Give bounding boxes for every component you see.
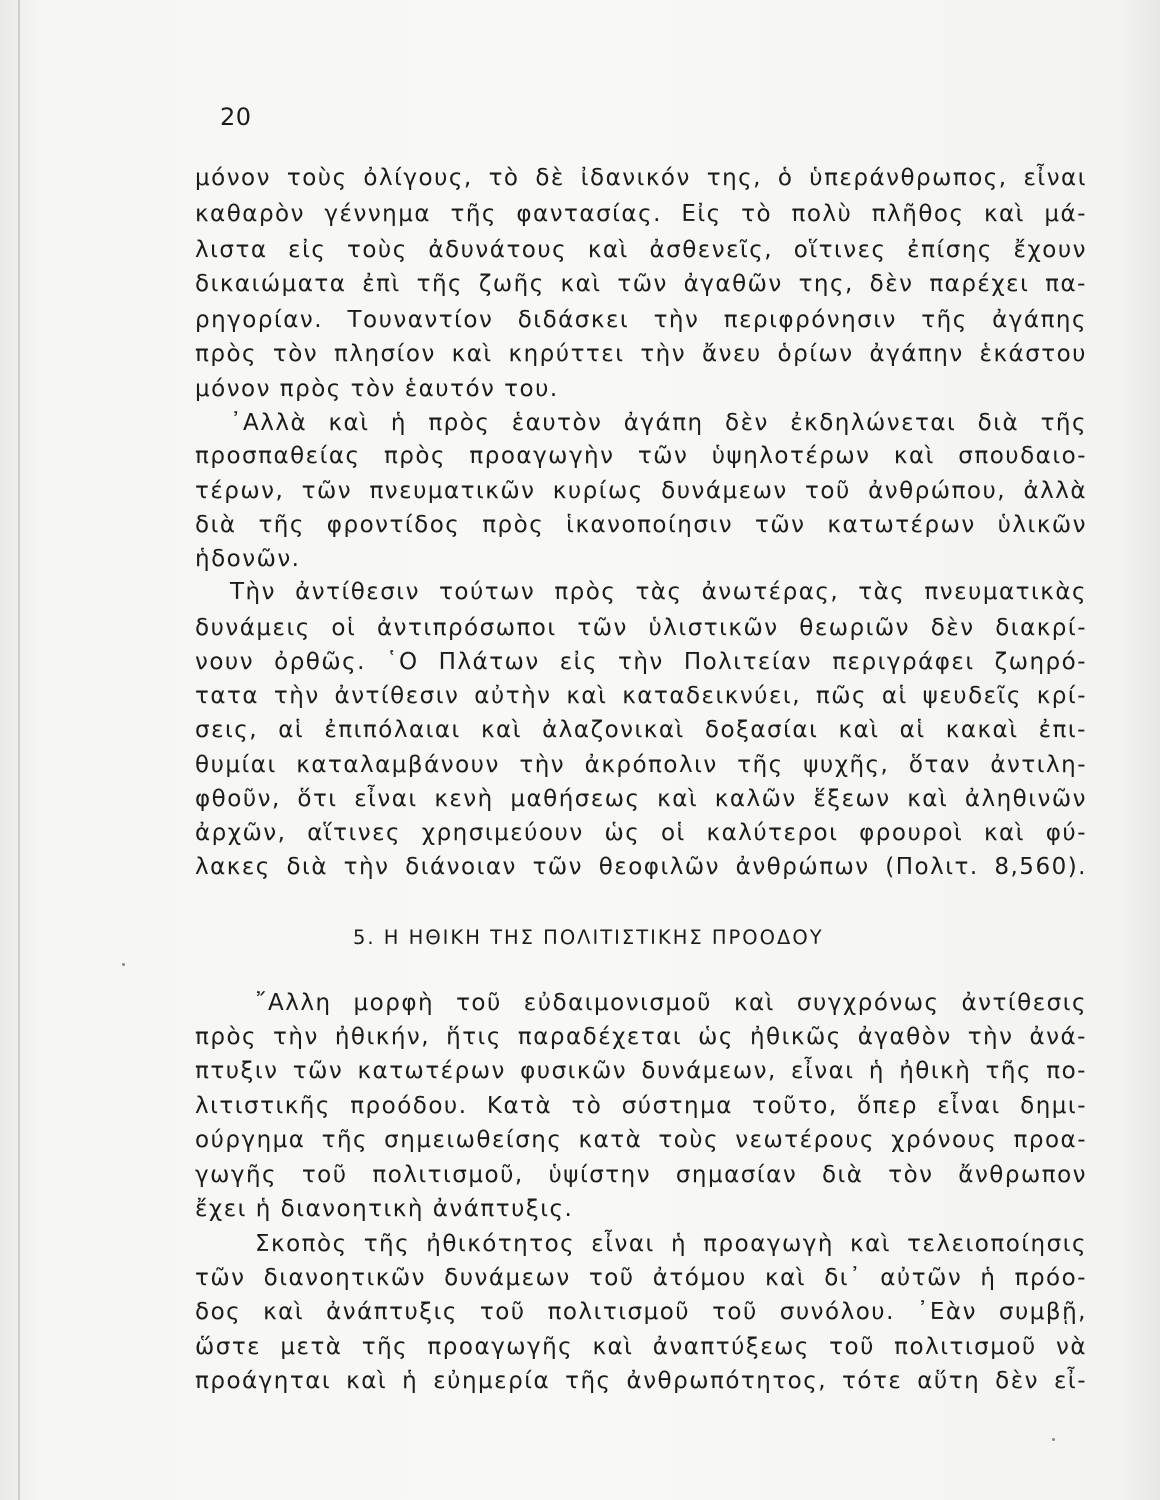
text-line: ρηγορίαν. Τουναντίον διδάσκει τὴν περιφρόνησιν τῆς ἀγάπης	[195, 307, 1087, 333]
scan-speck	[122, 963, 125, 966]
text-line: Σκοπὸς τῆς ἠθικότητος εἶναι ἡ προαγωγὴ καὶ τελειοποίησις	[255, 1231, 1087, 1257]
text-line: λιτιστικῆς προόδου. Κατὰ τὸ σύστημα τοῦτο, ὅπερ εἶναι δημι-	[195, 1093, 1087, 1119]
text-line: καθαρὸν γέννημα τῆς φαντασίας. Εἰς τὸ πολὺ πλῆθος καὶ μά-	[195, 201, 1087, 227]
text-line: τῶν διανοητικῶν δυνάμεων τοῦ ἀτόμου καὶ δι᾿ αὐτῶν ἡ πρόο-	[195, 1265, 1087, 1291]
text-line: τέρων, τῶν πνευματικῶν κυρίως δυνάμεων τοῦ ἀνθρώπου, ἀλλὰ	[195, 478, 1087, 504]
text-line: διὰ τῆς φροντίδος πρὸς ἱκανοποίησιν τῶν κατωτέρων ὑλικῶν	[195, 512, 1087, 538]
text-line: δικαιώματα ἐπὶ τῆς ζωῆς καὶ τῶν ἀγαθῶν της, δὲν παρέχει πα-	[195, 271, 1087, 297]
text-line: λιστα εἰς τοὺς ἀδυνάτους καὶ ἀσθενεῖς, οἵτινες ἐπίσης ἔχουν	[195, 237, 1087, 263]
text-line: σεις, αἱ ἐπιπόλαιαι καὶ ἀλαζονικαὶ δοξασίαι καὶ αἱ κακαὶ ἐπι-	[195, 717, 1087, 743]
page-edge-shadow	[18, 0, 20, 1500]
text-line: πρὸς τὴν ἠθικήν, ἥτις παραδέχεται ὡς ἠθικῶς ἀγαθὸν τὴν ἀνά-	[195, 1024, 1087, 1050]
section-heading: 5. Η ΗΘΙΚΗ ΤΗΣ ΠΟΛΙΤΙΣΤΙΚΗΣ ΠΡΟΟΔΟΥ	[353, 926, 824, 949]
text-line: τατα τὴν ἀντίθεσιν αὐτὴν καὶ καταδεικνύει, πῶς αἱ ψευδεῖς κρί-	[195, 683, 1087, 709]
text-line: ούργημα τῆς σημειωθείσης κατὰ τοὺς νεωτέρους χρόνους προα-	[195, 1127, 1087, 1153]
text-line: πτυξιν τῶν κατωτέρων φυσικῶν δυνάμεων, εἶναι ἡ ἠθικὴ τῆς πο-	[195, 1058, 1087, 1084]
text-line: δυνάμεις οἱ ἀντιπρόσωποι τῶν ὑλιστικῶν θεωριῶν δὲν διακρί-	[195, 615, 1087, 641]
scan-speck	[1052, 1438, 1055, 1441]
text-line: ἀρχῶν, αἵτινες χρησιμεύουν ὡς οἱ καλύτεροι φρουροὶ καὶ φύ-	[195, 820, 1087, 846]
text-line: ᾿Αλλὰ καὶ ἡ πρὸς ἑαυτὸν ἀγάπη δὲν ἐκδηλώνεται διὰ τῆς	[230, 410, 1087, 436]
text-line: θυμίαι καταλαμβάνουν τὴν ἀκρόπολιν τῆς ψυχῆς, ὅταν ἀντιλη-	[195, 752, 1087, 778]
text-line: πρὸς τὸν πλησίον καὶ κηρύττει τὴν ἄνευ ὁρίων ἀγάπην ἑκάστου	[195, 341, 1087, 367]
text-line: μόνον τοὺς ὀλίγους, τὸ δὲ ἰδανικόν της, ὁ ὑπεράνθρωπος, εἶναι	[195, 165, 1087, 191]
text-line: ἔχει ἡ διανοητικὴ ἀνάπτυξις.	[195, 1196, 574, 1222]
text-line: ῎Αλλη μορφὴ τοῦ εὐδαιμονισμοῦ καὶ συγχρόνως ἀντίθεσις	[255, 990, 1087, 1016]
text-line: ὥστε μετὰ τῆς προαγωγῆς καὶ ἀναπτύξεως τοῦ πολιτισμοῦ νὰ	[195, 1334, 1087, 1360]
text-line: λακες διὰ τὴν διάνοιαν τῶν θεοφιλῶν ἀνθρώπων (Πολιτ. 8,560).	[195, 854, 1087, 880]
text-line: Τὴν ἀντίθεσιν τούτων πρὸς τὰς ἀνωτέρας, τὰς πνευματικὰς	[230, 579, 1087, 605]
text-line: μόνον πρὸς τὸν ἑαυτόν του.	[195, 376, 559, 402]
text-line: δος καὶ ἀνάπτυξις τοῦ πολιτισμοῦ τοῦ συνόλου. ᾿Εὰν συμβῇ,	[195, 1299, 1087, 1325]
text-line: νουν ὀρθῶς. ῾Ο Πλάτων εἰς τὴν Πολιτείαν περιγράφει ζωηρό-	[195, 649, 1087, 675]
text-line: φθοῦν, ὅτι εἶναι κενὴ μαθήσεως καὶ καλῶν ἕξεων καὶ ἀληθινῶν	[195, 786, 1087, 812]
text-line: προσπαθείας πρὸς προαγωγὴν τῶν ὑψηλοτέρων καὶ σπουδαιο-	[195, 443, 1087, 469]
text-line: ἡδονῶν.	[195, 546, 301, 572]
text-line: γωγῆς τοῦ πολιτισμοῦ, ὑψίστην σημασίαν διὰ τὸν ἄνθρωπον	[195, 1162, 1087, 1188]
page-number: 20	[220, 103, 252, 131]
text-line: προάγηται καὶ ἡ εὐημερία τῆς ἀνθρωπότητος, τότε αὕτη δὲν εἶ-	[195, 1368, 1087, 1394]
